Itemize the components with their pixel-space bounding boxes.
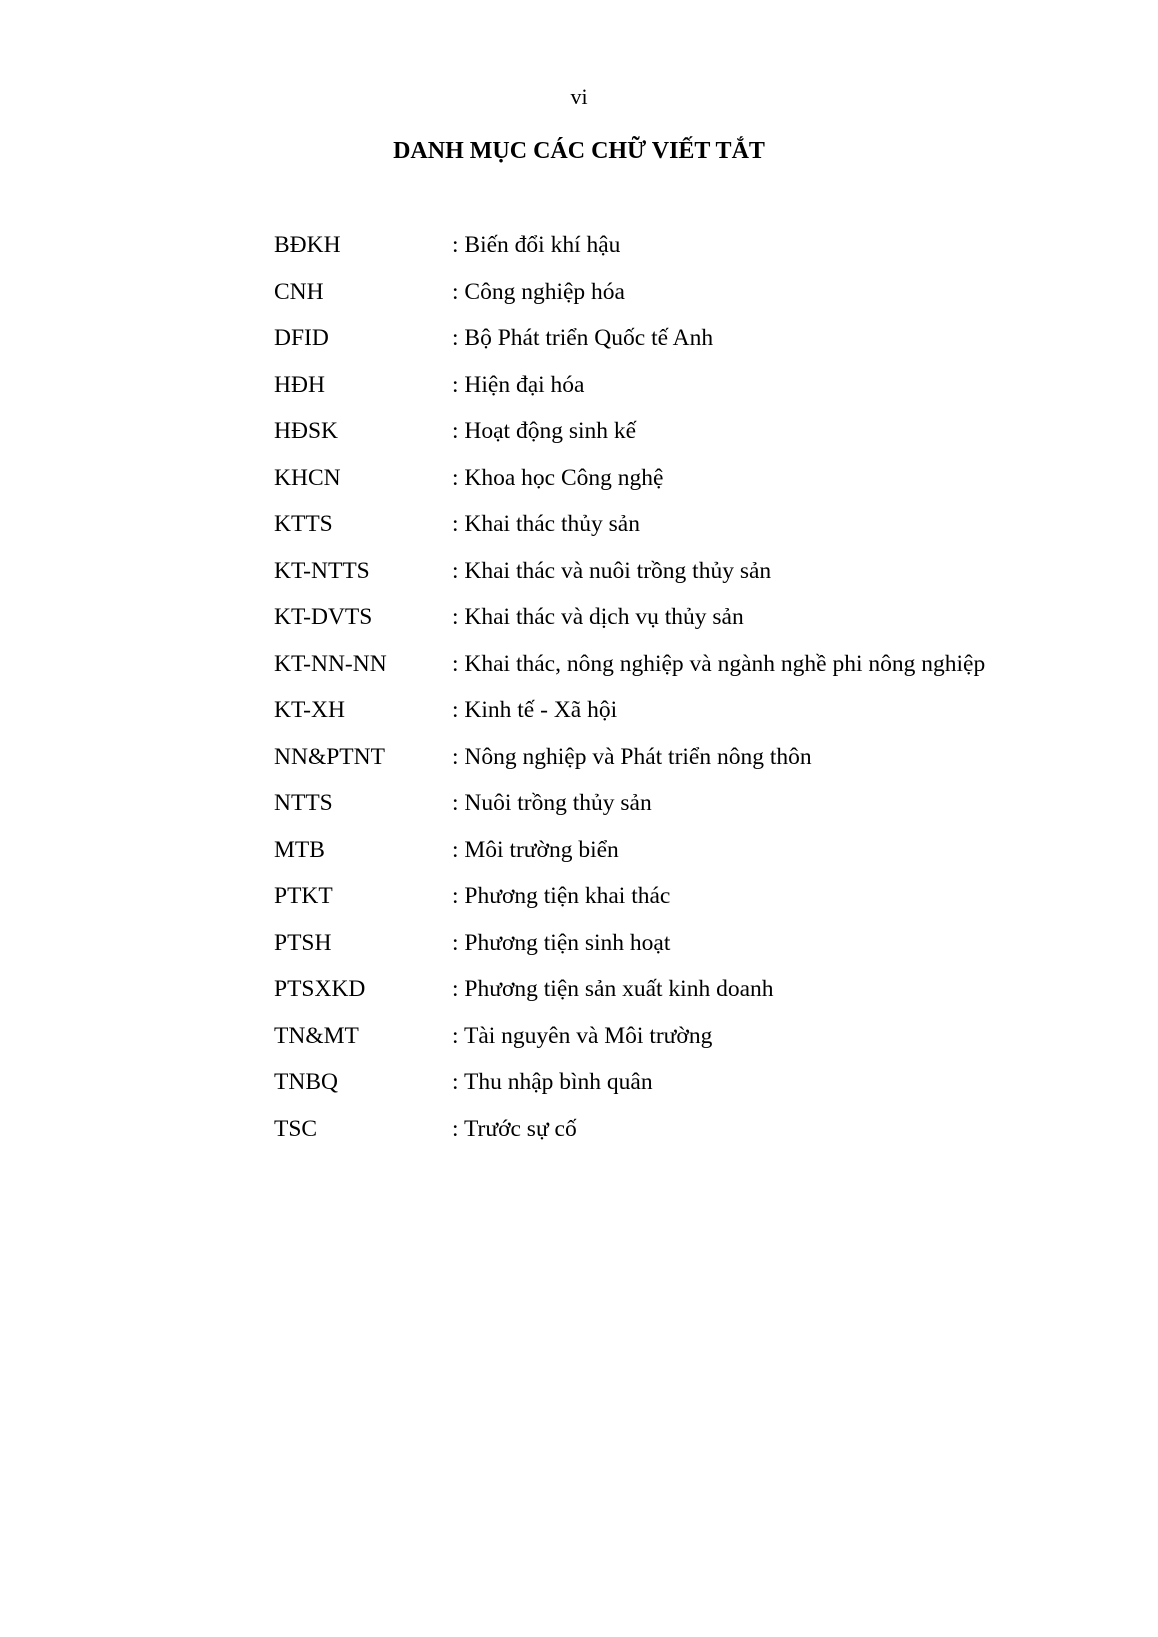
abbreviation-term: PTKT	[274, 883, 333, 910]
abbreviation-row	[274, 548, 1134, 595]
abbreviation-term: TNBQ	[274, 1069, 338, 1096]
abbreviation-row	[274, 966, 1134, 1013]
abbreviation-definition: : Tài nguyên và Môi trường	[452, 1022, 713, 1049]
abbreviation-row	[274, 315, 1134, 362]
abbreviation-term: KT-XH	[274, 697, 345, 724]
abbreviation-row	[274, 408, 1134, 455]
abbreviation-row	[274, 641, 1134, 688]
abbreviation-definition: : Nuôi trồng thủy sản	[452, 790, 652, 817]
abbreviation-definition: : Trước sự cố	[452, 1115, 577, 1142]
abbreviation-term: HĐSK	[274, 418, 338, 445]
abbreviation-term: CNH	[274, 278, 324, 305]
abbreviation-row	[274, 873, 1134, 920]
abbreviation-term: KT-NN-NN	[274, 650, 387, 677]
abbreviation-row	[274, 687, 1134, 734]
page-title: DANH MỤC CÁC CHỮ VIẾT TẮT	[393, 138, 765, 164]
abbreviation-row	[274, 362, 1134, 409]
abbreviation-definition: : Kinh tế - Xã hội	[452, 697, 618, 724]
abbreviation-row	[274, 827, 1134, 874]
abbreviation-row	[274, 455, 1134, 502]
abbreviation-definition: : Hiện đại hóa	[452, 371, 585, 398]
abbreviation-definition: : Phương tiện sinh hoạt	[452, 929, 671, 956]
abbreviation-definition: : Môi trường biển	[452, 836, 619, 863]
abbreviation-definition: : Nông nghiệp và Phát triển nông thôn	[452, 743, 812, 770]
abbreviation-term: KT-DVTS	[274, 604, 373, 631]
abbreviation-definition: : Khoa học Công nghệ	[452, 464, 664, 491]
abbreviation-definition: : Công nghiệp hóa	[452, 278, 625, 305]
abbreviation-definition: : Hoạt động sinh kế	[452, 418, 637, 445]
abbreviation-term: DFID	[274, 325, 329, 352]
abbreviation-definition: : Khai thác và dịch vụ thủy sản	[452, 604, 744, 631]
abbreviation-term: NTTS	[274, 790, 333, 817]
abbreviation-definition: : Khai thác, nông nghiệp và ngành nghề phi nông nghiệp	[452, 650, 986, 677]
abbreviation-definition: : Biến đổi khí hậu	[452, 232, 621, 259]
abbreviation-row	[274, 501, 1134, 548]
abbreviation-term: TSC	[274, 1115, 318, 1142]
abbreviation-definition: : Thu nhập bình quân	[452, 1069, 653, 1096]
abbreviation-definition: : Phương tiện sản xuất kinh doanh	[452, 976, 774, 1003]
abbreviation-term: TN&MT	[274, 1022, 359, 1049]
abbreviation-term: PTSXKD	[274, 976, 366, 1003]
abbreviation-definition: : Phương tiện khai thác	[452, 883, 671, 910]
abbreviation-term: BĐKH	[274, 232, 341, 259]
abbreviation-term: PTSH	[274, 929, 332, 956]
abbreviation-definition: : Khai thác và nuôi trồng thủy sản	[452, 557, 772, 584]
abbreviation-definition: : Bộ Phát triển Quốc tế Anh	[452, 325, 714, 352]
abbreviation-term: KT-NTTS	[274, 557, 370, 584]
abbreviation-row	[274, 594, 1134, 641]
abbreviation-row	[274, 1013, 1134, 1060]
abbreviation-list	[274, 222, 1134, 1152]
abbreviation-term: HĐH	[274, 371, 325, 398]
abbreviation-row	[274, 222, 1134, 269]
page-number: vi	[570, 84, 588, 109]
abbreviation-definition: : Khai thác thủy sản	[452, 511, 640, 538]
abbreviation-term: NN&PTNT	[274, 743, 385, 770]
abbreviation-term: KTTS	[274, 511, 333, 538]
abbreviation-row	[274, 1106, 1134, 1153]
abbreviation-row	[274, 920, 1134, 967]
abbreviation-row	[274, 780, 1134, 827]
abbreviation-term: MTB	[274, 836, 325, 863]
abbreviation-row	[274, 1059, 1134, 1106]
abbreviation-row	[274, 734, 1134, 781]
abbreviation-term: KHCN	[274, 464, 341, 491]
abbreviation-row	[274, 269, 1134, 316]
